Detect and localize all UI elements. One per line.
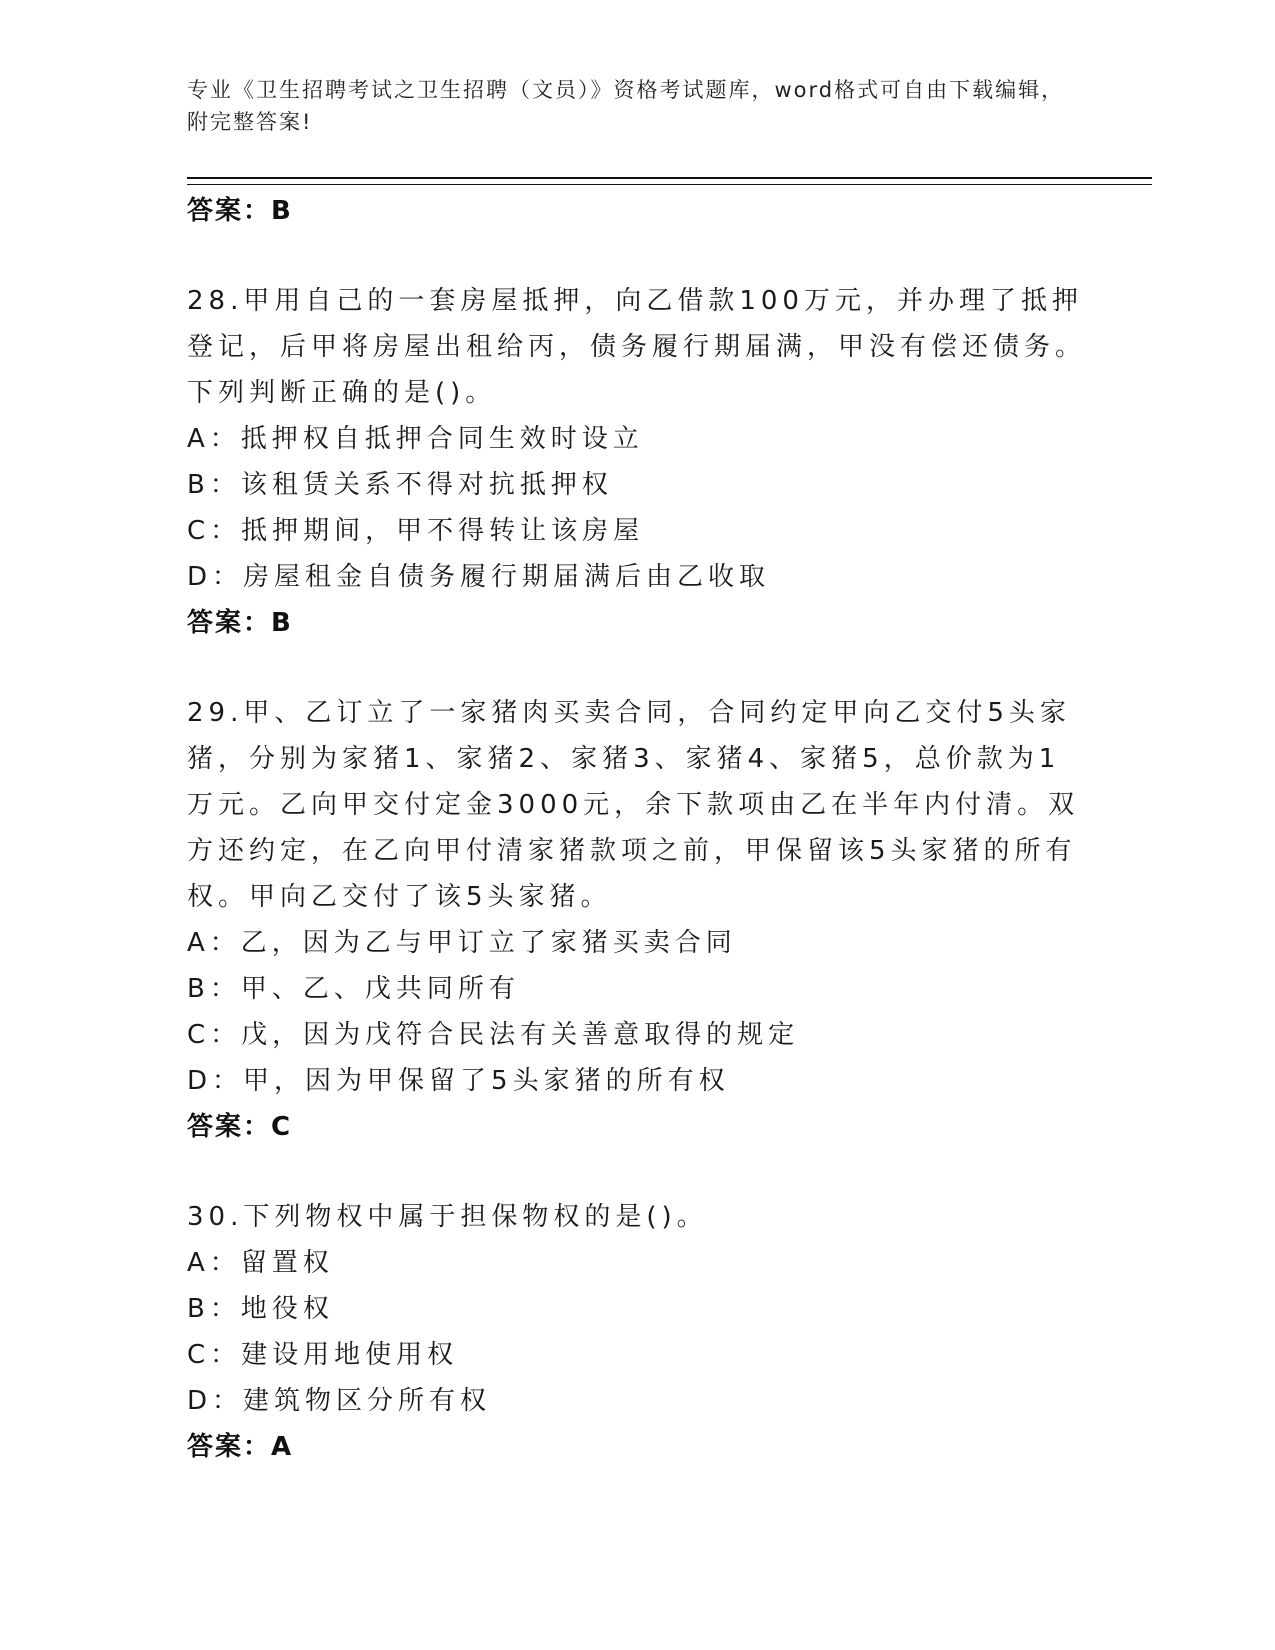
previous-answer: 答案：B <box>187 196 293 226</box>
option-d: D：甲，因为甲保留了5头家猪的所有权 <box>187 1066 730 1096</box>
question-28 <box>187 278 1087 646</box>
question-stem: 30.下列物权中属于担保物权的是()。 <box>187 1202 708 1232</box>
option-d: D：建筑物区分所有权 <box>187 1386 492 1416</box>
option-b: B：甲、乙、戊共同所有 <box>187 974 520 1004</box>
question-stem: 29.甲、乙订立了一家猪肉买卖合同，合同约定甲向乙交付5头家猪，分别为家猪1、家猪2、家猪3、家猪4、家猪5，总价款为1万元。乙向甲交付定金3000元，余下款项由乙在半年内付清。双方还约定，在乙向甲付清家猪款项之前，甲保留该5头家猪的所有权。甲向乙交付了该5头家猪。 <box>187 698 1080 912</box>
answer-label: 答案：A <box>187 1432 294 1462</box>
option-c: C：抵押期间，甲不得转让该房屋 <box>187 516 645 546</box>
option-a: A：留置权 <box>187 1248 334 1278</box>
option-c: C：戊，因为戊符合民法有关善意取得的规定 <box>187 1020 800 1050</box>
question-30 <box>187 1194 1087 1470</box>
document-header <box>187 74 1087 138</box>
answer-label: 答案：B <box>187 608 293 638</box>
header-divider <box>187 177 1152 185</box>
answer-label: 答案：C <box>187 1112 293 1142</box>
option-d: D：房屋租金自债务履行期届满后由乙收取 <box>187 562 771 592</box>
question-stem: 28.甲用自己的一套房屋抵押，向乙借款100万元，并办理了抵押登记，后甲将房屋出租给丙，债务履行期届满，甲没有偿还债务。下列判断正确的是()。 <box>187 286 1087 408</box>
question-29 <box>187 690 1087 1150</box>
header-description: 专业《卫生招聘考试之卫生招聘（文员）》资格考试题库，word格式可自由下载编辑，附完整答案! <box>187 78 1065 134</box>
option-b: B：该租赁关系不得对抗抵押权 <box>187 470 613 500</box>
option-c: C：建设用地使用权 <box>187 1340 459 1370</box>
document-body <box>187 188 1087 1470</box>
option-a: A：抵押权自抵押合同生效时设立 <box>187 424 644 454</box>
option-b: B：地役权 <box>187 1294 334 1324</box>
option-a: A：乙，因为乙与甲订立了家猪买卖合同 <box>187 928 737 958</box>
